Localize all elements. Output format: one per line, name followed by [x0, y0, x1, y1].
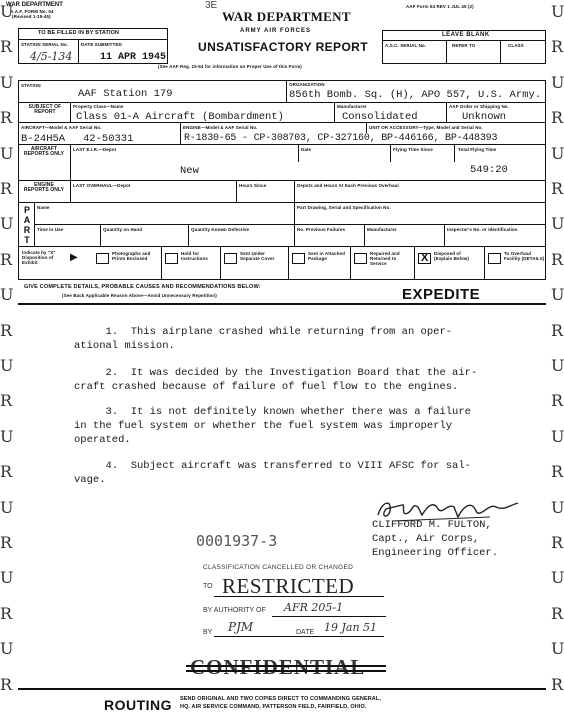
margin-mark-left: R: [0, 674, 13, 694]
station-label: STATION: [21, 83, 41, 88]
margin-mark-right: R: [551, 179, 564, 198]
station-value: AAF Station 179: [78, 88, 173, 100]
margin-mark-right: U: [551, 285, 564, 305]
order-value: Unknown: [462, 111, 507, 123]
margin-mark-left: U: [0, 2, 14, 21]
margin-mark-left: U: [0, 356, 14, 375]
aircraft-model-value: B-24H5A: [21, 133, 66, 145]
time-in-use-label: Time in Use: [37, 227, 64, 232]
margin-mark-left: R: [0, 320, 13, 340]
signer-name: CLIFFORD M. FULTON,: [372, 519, 492, 531]
disposition-checkbox[interactable]: [354, 253, 367, 264]
margin-mark-left: R: [0, 179, 13, 198]
margin-mark-left: U: [0, 285, 14, 305]
margin-mark-right: R: [551, 674, 564, 694]
part-letter: A: [23, 215, 31, 225]
organization-value: 856th Bomb. Sq. (H), APO 557, U.S. Army.: [289, 89, 542, 101]
manufacturer-value: Consolidated: [342, 111, 418, 123]
margin-mark-right: R: [551, 391, 564, 411]
signer-title: Engineering Officer.: [372, 547, 499, 559]
total-flying-value: 549:20: [470, 164, 508, 176]
refer-to-label: REFER TO: [452, 43, 476, 48]
margin-mark-right: R: [551, 37, 564, 57]
margin-mark-left: U: [0, 72, 14, 92]
margin-mark-right: U: [551, 568, 564, 588]
see-back-label: (See Back Applicable Reason Above—Avoid Unnecessary Repetition): [62, 293, 217, 298]
disposition-checkbox[interactable]: [165, 253, 178, 264]
margin-mark-right: U: [551, 143, 564, 163]
margin-mark-left: U: [0, 426, 14, 446]
margin-mark-left: U: [0, 214, 14, 234]
part-manufacturer-label: Manufacturer: [367, 227, 397, 232]
disposition-checkbox-label: Sent Under Separate Cover: [240, 251, 275, 261]
margin-mark-right: U: [551, 2, 564, 21]
date-submitted-value: 11 APR 1945: [100, 52, 167, 63]
margin-mark-left: R: [0, 533, 13, 552]
paragraph-1: 1. This airplane crashed while returning from an oper- ational mission.: [74, 326, 453, 352]
margin-mark-right: U: [551, 356, 564, 375]
aircraft-serial-value: 42-50331: [83, 133, 134, 145]
form-number: A.A.F. FORM No. 54: [10, 9, 54, 14]
by-initials: PJM: [228, 620, 254, 634]
margin-mark-right: R: [551, 533, 564, 552]
by-label: BY: [203, 629, 213, 636]
margin-mark-left: R: [0, 108, 13, 128]
dept-small: WAR DEPARTMENT: [6, 2, 63, 8]
routing-line-2: HQ. AIR SERVICE COMMAND, PATTERSON FIELD, FAIRFIELD, OHIO.: [180, 704, 367, 710]
date-stamp-value: 19 Jan 51: [324, 621, 378, 634]
last-eir-value: New: [180, 165, 199, 177]
army-air-forces: ARMY AIR FORCES: [240, 28, 312, 34]
disposition-checkbox-label: Sent in Attached Package: [308, 251, 345, 261]
part-letter: T: [24, 235, 30, 245]
disposition-checkbox-label: To Overhaul Facility (DETAILS): [504, 251, 545, 261]
authority-label: BY AUTHORITY OF: [203, 607, 266, 614]
order-label: AAF Order or Shipping No.: [449, 104, 509, 109]
aircraft-reports-label: AIRCRAFT REPORTS ONLY: [23, 146, 65, 157]
report-title: UNSATISFACTORY REPORT: [198, 40, 368, 54]
to-label: TO: [203, 583, 213, 590]
disposition-checkbox-label: Disposed of (Explain Below): [434, 251, 470, 261]
margin-mark-left: U: [0, 497, 14, 517]
last-eir-label: LAST E.I.R.—Depot: [73, 147, 117, 152]
quantity-defective-label: Quantity Known Defective: [191, 227, 250, 232]
flying-time-since-label: Flying Time Since: [393, 147, 433, 152]
last-overhaul-label: LAST OVERHAUL—Depot: [73, 183, 131, 188]
engine-value: R-1830-65 - CP-308703, CP-327160, BP-446166, BP-448393: [184, 133, 498, 144]
disposition-checkbox-label: Hold for Instructions: [181, 251, 208, 261]
date-stamp-label: DATE: [296, 629, 315, 636]
checkbox-x-mark: X: [421, 252, 429, 264]
depots-hours-label: Depots and Hours At Each Previous Overhaul: [297, 183, 399, 188]
total-flying-label: Total Flying Time: [458, 147, 497, 152]
station-serial-value: 4/5-134: [30, 50, 73, 63]
property-label: Property Class—Name: [73, 104, 124, 109]
restricted-stamp: RESTRICTED: [222, 574, 355, 598]
confidential-stamp: CONFIDENTIAL: [190, 655, 366, 679]
war-department-title: WAR DEPARTMENT: [222, 9, 351, 24]
margin-mark-left: U: [0, 143, 14, 163]
margin-mark-right: U: [551, 426, 564, 446]
paragraph-3: 3. It is not definitely known whether there was a failure in the fuel system or whether the fuel system was improperly operated.: [74, 406, 471, 446]
margin-mark-right: U: [551, 72, 564, 92]
paragraph-2: 2. It was decided by the Investigation Board that the air- craft crashed because of failure of fuel flow to the engines.: [74, 367, 478, 393]
margin-mark-left: R: [0, 249, 13, 269]
organization-label: ORGANIZATION: [289, 82, 325, 87]
part-drawing-label: Part Drawing, Serial and Specification No.: [297, 205, 391, 210]
confidential-strike-1: [186, 665, 386, 667]
margin-mark-right: R: [551, 462, 564, 482]
station-serial-label: STATION SERIAL No.: [21, 42, 69, 47]
leave-blank-label: LEAVE BLANK: [442, 32, 490, 38]
routing-label: ROUTING: [104, 697, 173, 713]
margin-mark-right: R: [551, 320, 564, 340]
subject-label: SUBJECT OF REPORT: [28, 104, 62, 115]
margin-mark-right: U: [551, 214, 564, 234]
hours-since-label: Hours Since: [239, 183, 267, 188]
margin-mark-right: R: [551, 249, 564, 269]
aircraft-model-label: AIRCRAFT—Model & AAF Serial No.: [21, 125, 102, 130]
see-reg-note: (See AAF Reg. 15-54 for information on Proper Use of this Form): [158, 64, 302, 69]
classification-changed-label: CLASSIFICATION CANCELLED OR CHANGED: [203, 564, 354, 571]
asc-serial-label: A.S.C. SERIAL No.: [385, 43, 427, 48]
document-number-stamp: 0001937-3: [196, 532, 278, 550]
date-label: Date: [301, 147, 312, 152]
margin-mark-right: R: [551, 603, 564, 623]
margin-mark-left: R: [0, 391, 13, 411]
part-letter: P: [23, 205, 30, 215]
margin-mark-right: U: [551, 497, 564, 517]
authority-value: AFR 205-1: [284, 601, 344, 614]
stamp-top: 3E: [205, 0, 218, 11]
disposition-checkbox[interactable]: [224, 253, 237, 264]
disposition-checkbox[interactable]: [96, 253, 109, 264]
property-value: Class 01-A Aircraft (Bombardment): [76, 111, 284, 123]
disposition-checkbox[interactable]: [488, 253, 501, 264]
to-be-filled-label: TO BE FILLED IN BY STATION: [38, 30, 120, 36]
give-details-label: GIVE COMPLETE DETAILS, PROBABLE CAUSES AND RECOMMENDATIONS BELOW:: [24, 284, 261, 290]
margin-mark-left: R: [0, 603, 13, 623]
disposition-checkbox[interactable]: [418, 253, 431, 264]
margin-mark-right: U: [551, 639, 564, 659]
inspector-label: Inspector's No. or Identification: [447, 227, 518, 232]
quantity-hand-label: Quantity on Hand: [103, 227, 143, 232]
engine-reports-label: ENGINE REPORTS ONLY: [23, 182, 65, 193]
routing-line-1: SEND ORIGINAL AND TWO COPIES DIRECT TO COMMANDING GENERAL,: [180, 696, 381, 702]
date-submitted-label: DATE SUBMITTED: [81, 42, 122, 47]
paragraph-4: 4. Subject aircraft was transferred to VIII AFSC for sal- vage.: [74, 460, 471, 486]
unit-accessory-label: UNIT OR ACCESSORY—Type, Model and Serial No.: [369, 125, 483, 130]
disposition-checkbox-label: Photographs and Prints Enclosed: [112, 251, 151, 261]
disposition-checkbox[interactable]: [292, 253, 305, 264]
part-letter: R: [23, 225, 31, 235]
margin-mark-left: U: [0, 639, 14, 659]
manufacturer-label: Manufacturer: [337, 104, 367, 109]
confidential-strike-2: [186, 670, 386, 672]
form-revised: (Revised 1-15-45): [12, 14, 51, 19]
disposition-checkbox-label: Repaired and Returned to Service: [370, 251, 400, 266]
margin-mark-left: U: [0, 568, 14, 588]
margin-mark-right: R: [551, 108, 564, 128]
class-label: CLASS: [508, 43, 524, 48]
margin-mark-left: R: [0, 462, 13, 482]
form-ref: AAF Form 54 REV 1 JUL 45 (2): [406, 4, 474, 9]
previous-failures-label: No. Previous Failures: [297, 227, 346, 232]
expedite-stamp: EXPEDITE: [402, 286, 481, 303]
indicate-disposition-label: Indicate by "X" Disposition of Exhibit: [22, 250, 56, 265]
part-name-label: Name: [37, 205, 50, 210]
margin-mark-left: R: [0, 37, 13, 57]
arrow-icon: ▶: [70, 252, 78, 263]
engine-label: ENGINE—Model & AAF Serial No.: [183, 125, 258, 130]
part-letters: [20, 205, 34, 245]
signer-rank: Capt., Air Corps,: [372, 533, 480, 545]
